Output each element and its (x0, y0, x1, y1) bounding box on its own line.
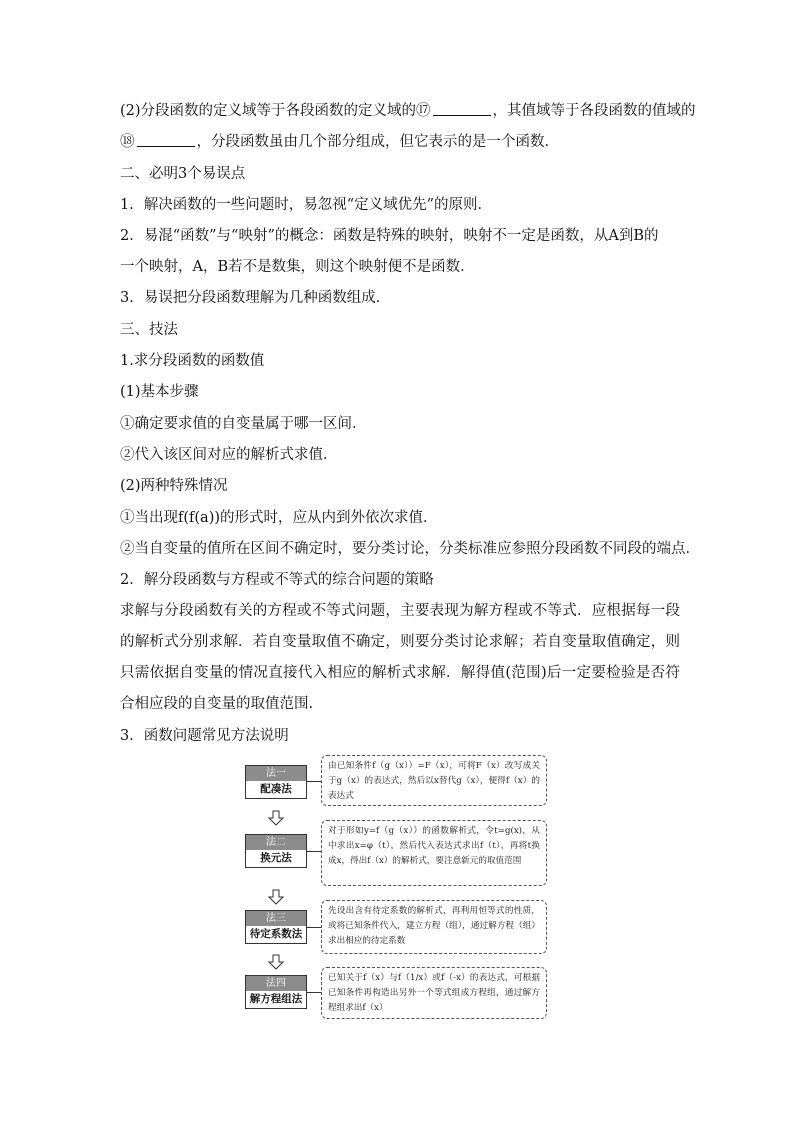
technique-1-subheading-cases: (2)两种特殊情况 (120, 478, 228, 494)
technique-2-body: 求解与分段函数有关的方程或不等式问题，主要表现为解方程或不等式．应根据每一段的解析式分别求解．若自变量取值不确定，则要分类讨论求解；若自变量取值确定，则只需依据自变量的情况直接代入相应的解析式求解．解得值(范围)后一定要检验是否符合相应段的自变量的取值范围. (120, 603, 680, 712)
technique-1-step-2: ②代入该区间对应的解析式求值． (120, 447, 338, 463)
down-arrow-icon (268, 954, 284, 970)
technique-1-subheading-steps: (1)基本步骤 (120, 384, 199, 400)
technique-2-title: 2．解分段函数与方程或不等式的综合问题的策略 (120, 572, 434, 588)
technique-1-case-1: ①当出现f(f(a))的形式时，应从内到外依次求值． (120, 510, 438, 526)
down-arrow-icon (268, 810, 284, 826)
method-name: 换元法 (260, 852, 292, 864)
method-description-1: 由已知条件f（g（x））=F（x），可将F（x）改写成关于g（x）的表达式，然后以x替代g（x），便得f（x）的表达式 (321, 755, 547, 806)
method-box-1 (245, 765, 307, 799)
text-segment: (2)分段函数的定义域等于各段函数的定义域的⑰ (120, 103, 431, 119)
method-box-3 (245, 910, 307, 944)
method-tag: 法三 (246, 911, 306, 926)
methods-flow-diagram (245, 755, 550, 1023)
technique-3-title: 3．函数问题常见方法说明 (120, 728, 289, 744)
method-box-4 (245, 975, 307, 1009)
down-arrow-icon (268, 889, 284, 905)
text-segment: ⑱ (120, 134, 135, 150)
answer-blank[interactable] (433, 101, 491, 116)
section-heading-common-errors: 二、必明3个易误点 (120, 166, 246, 182)
method-name: 解方程组法 (249, 993, 303, 1005)
technique-1-step-1: ①确定要求值的自变量属于哪一区间． (120, 416, 367, 432)
answer-blank[interactable] (137, 132, 195, 147)
technique-1-title: 1.求分段函数的函数值 (120, 353, 265, 369)
text-segment: ，其值域等于各段函数的值域的 (492, 103, 696, 119)
method-description-2: 对于形如y=f（g（x））的函数解析式，令t=g(x)，从中求出x=φ（t），然后代入表达式求出f（t），再将t换成x，得出f（x）的解析式，要注意新元的取值范围 (321, 820, 547, 886)
error-item-2-line1: 2．易混“函数”与“映射”的概念：函数是特殊的映射，映射不一定是函数，从A到B的 (120, 228, 659, 244)
paragraph-domain-union-line1 (120, 96, 696, 127)
method-tag: 法四 (246, 976, 306, 991)
method-tag: 法一 (246, 766, 306, 781)
connector-line (307, 851, 321, 852)
method-description-3: 先设出含有待定系数的解析式，再利用恒等式的性质，或将已知条件代入，建立方程（组），通过解方程（组）求出相应的待定系数 (321, 900, 547, 954)
connector-line (307, 781, 321, 782)
error-item-2-line2: 一个映射，A，B若不是数集，则这个映射便不是函数． (120, 259, 475, 275)
paragraph-domain-union-line2 (120, 127, 680, 158)
text-segment: ，分段函数虽由几个部分组成，但它表示的是一个函数． (196, 134, 559, 150)
method-tag: 法二 (246, 835, 306, 850)
error-item-3: 3．易误把分段函数理解为几种函数组成． (120, 290, 391, 306)
technique-1-case-2: ②当自变量的值所在区间不确定时，要分类讨论，分类标准应参照分段函数不同段的端点． (120, 541, 700, 557)
method-name: 待定系数法 (249, 928, 303, 940)
error-item-1: 1．解决函数的一些问题时，易忽视“定义域优先”的原则． (120, 197, 493, 213)
method-box-2 (245, 834, 307, 868)
method-name: 配凑法 (260, 783, 292, 795)
connector-line (307, 927, 321, 928)
method-description-4: 已知关于f（x）与f（1/x）或f（-x）的表达式，可根据已知条件再构造出另外一个等式组成方程组，通过解方程组求出f（x） (321, 967, 547, 1019)
connector-line (307, 992, 321, 993)
section-heading-techniques: 三、技法 (120, 322, 178, 338)
